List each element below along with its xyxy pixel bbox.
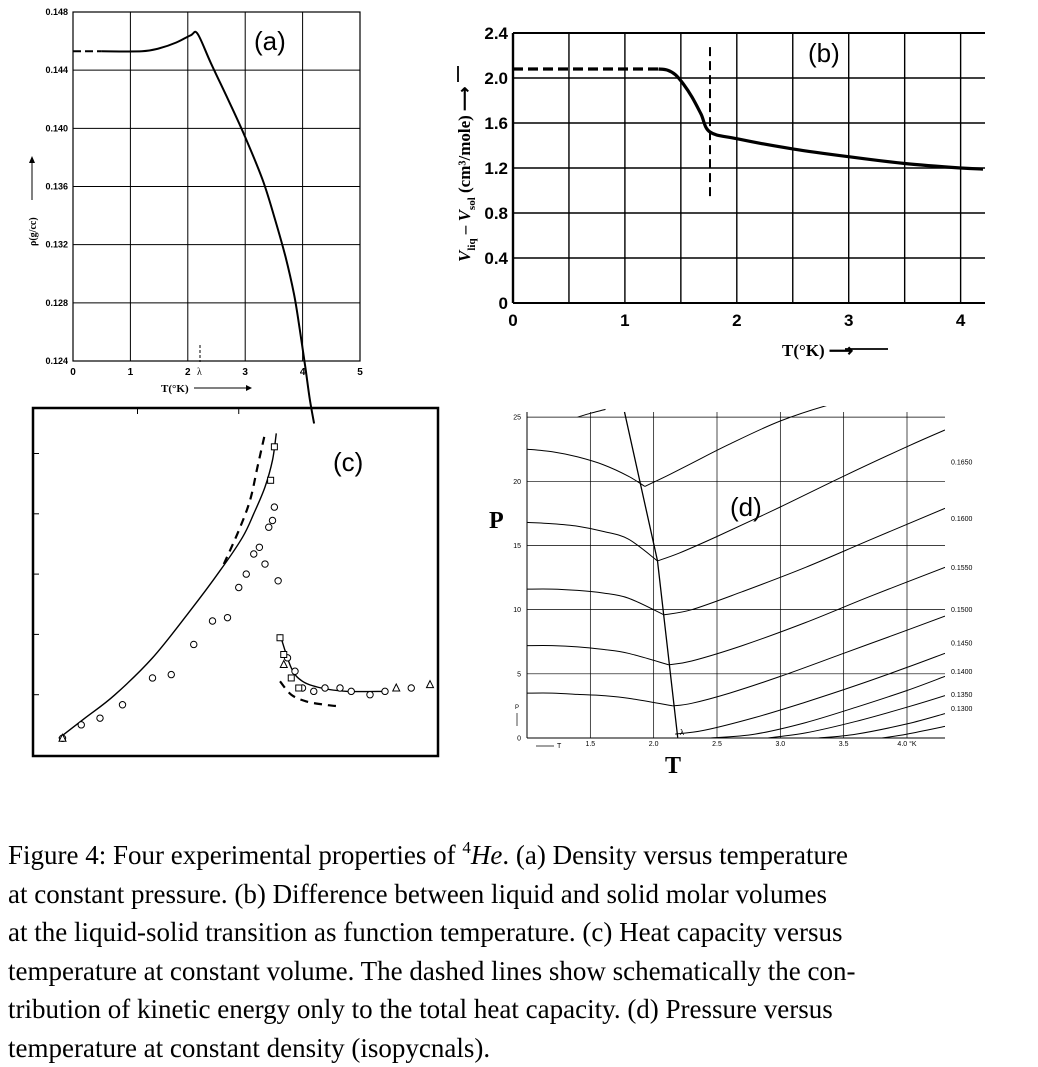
chart-d-isopycnal-left — [527, 449, 645, 486]
chart-d-axis-small-t: T — [557, 743, 562, 750]
panel-d — [480, 400, 1038, 785]
chart-a-ytick: 0.140 — [45, 123, 68, 133]
chart-b-xlabel: T(°K) ⟶ — [782, 341, 853, 360]
chart-d-ytick: 5 — [517, 671, 521, 678]
chart-b-ytick: 2.0 — [484, 69, 508, 88]
chart-b-ytick: 2.4 — [484, 24, 508, 43]
chart-c-point-circle — [322, 685, 328, 691]
chart-d-isopycnal-left — [527, 522, 658, 561]
chart-c-point-square — [271, 444, 277, 450]
chart-a-xtick: 4 — [300, 367, 306, 378]
chart-b-ylabel-sub2: sol — [466, 197, 478, 210]
chart-d-lines — [527, 399, 945, 738]
chart-d-density-label: 0.1300 — [951, 706, 973, 713]
caption-line-5: tribution of kinetic energy only to the total heat capacity. (d) Pressure versus — [8, 990, 1030, 1029]
chart-c-point-circle — [262, 561, 268, 567]
chart-a-xtick: 2 — [185, 367, 191, 378]
chart-a-xtick: 3 — [242, 367, 248, 378]
chart-d-label: (d) — [730, 492, 762, 522]
chart-d-isopycnal-right — [882, 726, 945, 738]
chart-a-grid — [73, 12, 360, 361]
chart-d-density-label: 0.1650 — [951, 460, 973, 467]
chart-c-point-circle — [78, 722, 84, 728]
chart-c-series — [59, 433, 385, 738]
chart-d-isopycnal-left — [527, 589, 664, 615]
chart-d-isopycnal-right — [711, 676, 945, 738]
chart-d-xtick: 2.5 — [712, 741, 722, 748]
chart-a-xtick: 0 — [70, 367, 76, 378]
chart-c-point-circle — [266, 524, 272, 530]
chart-a-ytick: 0.128 — [45, 298, 68, 308]
figure-caption — [8, 836, 1030, 1067]
chart-c-point-circle — [292, 668, 298, 674]
chart-c-curve-right — [280, 634, 385, 691]
chart-c-point-circle — [367, 692, 373, 698]
chart-a-ytick: 0.132 — [45, 240, 68, 250]
chart-d-isopycnal-right — [658, 430, 946, 561]
chart-d-series — [527, 399, 945, 738]
chart-c-point-square — [296, 685, 302, 691]
chart-d-isopycnal-right — [669, 567, 945, 665]
chart-d-density-label: 0.1450 — [951, 641, 973, 648]
chart-c-point-circle — [311, 688, 317, 694]
chart-c-point-triangle — [280, 661, 287, 668]
chart-b-series-volume-difference — [659, 69, 984, 169]
chart-d-lambda-line — [625, 412, 678, 737]
chart-d-grid — [527, 412, 945, 738]
caption-line-1a: Figure 4: Four experimental properties of — [8, 840, 462, 870]
chart-a-ytick: 0.124 — [45, 356, 68, 366]
panel-b — [420, 0, 1038, 400]
chart-c-point-circle — [191, 641, 197, 647]
chart-c-point-circle — [382, 688, 388, 694]
chart-d-ytick: 0 — [517, 736, 521, 743]
chart-b-ylabel-rest: (cm³/mole) ⟶ — [455, 87, 474, 198]
chart-a-ytick: 0.144 — [45, 65, 68, 75]
caption-line-1b: . (a) Density versus temperature — [502, 840, 848, 870]
chart-c-point-circle — [337, 685, 343, 691]
chart-b-ylabel-sub1: liq — [466, 238, 478, 251]
chart-b-ticks — [484, 24, 966, 330]
chart-a-ticks — [45, 7, 363, 378]
chart-b-label: (b) — [808, 38, 840, 68]
chart-c-point-circle — [236, 584, 242, 590]
chart-c-point-square — [268, 477, 274, 483]
caption-line-2: at constant pressure. (b) Difference between liquid and solid molar volumes — [8, 875, 1030, 914]
chart-c-points — [59, 444, 434, 742]
chart-d-ytick: 15 — [513, 543, 521, 550]
chart-c-point-square — [281, 652, 287, 658]
chart-d-density-label: 0.1600 — [951, 516, 973, 523]
chart-b-xtick: 2 — [732, 311, 741, 330]
chart-a-ylabel-arrowhead — [29, 156, 35, 163]
chart-d-xtick: 1.5 — [585, 741, 595, 748]
chart-b-ytick: 0.8 — [484, 204, 508, 223]
chart-c-point-circle — [251, 551, 257, 557]
chart-a — [0, 0, 380, 400]
chart-c-curve-left — [59, 433, 276, 738]
chart-b-grid — [513, 33, 985, 303]
chart-d-isopycnal-left — [527, 693, 673, 706]
chart-c-point-circle — [168, 671, 174, 677]
chart-c-ticks — [33, 408, 239, 695]
chart-c-point-circle — [256, 544, 262, 550]
chart-d-ytick: 20 — [513, 479, 521, 486]
chart-d-density-labels — [951, 460, 973, 713]
chart-c-point-circle — [209, 618, 215, 624]
chart-b-ylabel-v: V — [455, 249, 474, 262]
panel-c — [0, 400, 460, 770]
chart-b-xtick: 3 — [844, 311, 853, 330]
chart-c-point-circle — [348, 688, 354, 694]
chart-d-density-label: 0.1550 — [951, 565, 973, 572]
chart-d-xtick: 4.0 °K — [897, 740, 916, 748]
caption-line-6: temperature at constant density (isopycnals). — [8, 1029, 1030, 1067]
chart-b-xtick: 1 — [620, 311, 629, 330]
chart-a-lambda: λ — [197, 367, 202, 378]
chart-b-ylabel — [455, 87, 478, 262]
chart-a-series — [73, 32, 314, 424]
chart-b-xtick: 4 — [956, 311, 966, 330]
chart-b-ylabel-mid: – V — [455, 208, 474, 238]
chart-c-point-circle — [271, 504, 277, 510]
chart-a-series-density — [102, 32, 314, 424]
chart-c-point-triangle — [393, 684, 400, 691]
chart-a-xlabel-arrowhead — [246, 385, 252, 391]
chart-d-isopycnal-right — [673, 616, 945, 706]
chart-b-ytick: 0.4 — [484, 249, 508, 268]
chart-a-xtick: 1 — [128, 367, 134, 378]
caption-line-3: at the liquid-solid transition as function temperature. (c) Heat capacity versus — [8, 913, 1030, 952]
chart-d-xtick: 3.0 — [775, 741, 785, 748]
chart-d-density-label: 0.1350 — [951, 692, 973, 699]
chart-c-point-square — [288, 675, 294, 681]
chart-a-ytick: 0.148 — [45, 7, 68, 17]
chart-b-ytick: 0 — [499, 294, 508, 313]
chart-a-ytick: 0.136 — [45, 182, 68, 192]
chart-c-frame — [33, 408, 438, 756]
chart-a-ylabel: ρ(g/cc) — [28, 217, 39, 246]
chart-c-point-circle — [224, 614, 230, 620]
caption-line-1 — [8, 836, 1030, 875]
chart-d-isopycnal-left — [527, 646, 669, 665]
chart-d-ylabel: P — [489, 508, 504, 534]
chart-d-lambda: λ — [680, 728, 684, 737]
chart-d-xtick: 2.0 — [649, 741, 659, 748]
caption-line-4: temperature at constant volume. The dashed lines show schematically the con- — [8, 952, 1030, 991]
caption-superscript: 4 — [462, 838, 471, 857]
panel-a — [0, 0, 380, 400]
chart-d-ytick: 10 — [513, 607, 521, 614]
chart-d-density-label: 0.1400 — [951, 669, 973, 676]
chart-d-xtick: 3.5 — [839, 741, 849, 748]
chart-c-point-circle — [275, 578, 281, 584]
chart-a-xtick: 5 — [357, 367, 363, 378]
chart-b-xtick: 0 — [508, 311, 517, 330]
chart-c-label: (c) — [333, 447, 363, 477]
chart-c-point-circle — [149, 675, 155, 681]
chart-b — [420, 0, 1038, 400]
chart-b-ytick: 1.6 — [484, 114, 508, 133]
chart-c-point-circle — [119, 702, 125, 708]
chart-d-isopycnal-right — [645, 399, 857, 486]
chart-d-axis-small-p: P — [515, 705, 519, 711]
chart-c-point-square — [277, 635, 283, 641]
chart-d-isopycnal-left — [578, 409, 606, 417]
chart-d-isopycnal-right — [664, 508, 945, 615]
chart-c-point-circle — [408, 685, 414, 691]
chart-d-xlabel: T — [665, 753, 681, 779]
chart-c-point-circle — [243, 571, 249, 577]
chart-c-point-circle — [269, 517, 275, 523]
chart-d — [480, 400, 1038, 785]
chart-c — [0, 400, 460, 770]
chart-a-xlabel: T(°K) — [161, 383, 189, 395]
chart-b-ytick: 1.2 — [484, 159, 508, 178]
chart-c-point-circle — [97, 715, 103, 721]
chart-a-label: (a) — [254, 26, 286, 56]
chart-d-density-label: 0.1500 — [951, 607, 973, 614]
chart-d-ticks — [513, 415, 917, 748]
caption-helium: He — [471, 840, 502, 870]
chart-d-ytick: 25 — [513, 415, 521, 422]
chart-c-point-triangle — [427, 681, 434, 688]
